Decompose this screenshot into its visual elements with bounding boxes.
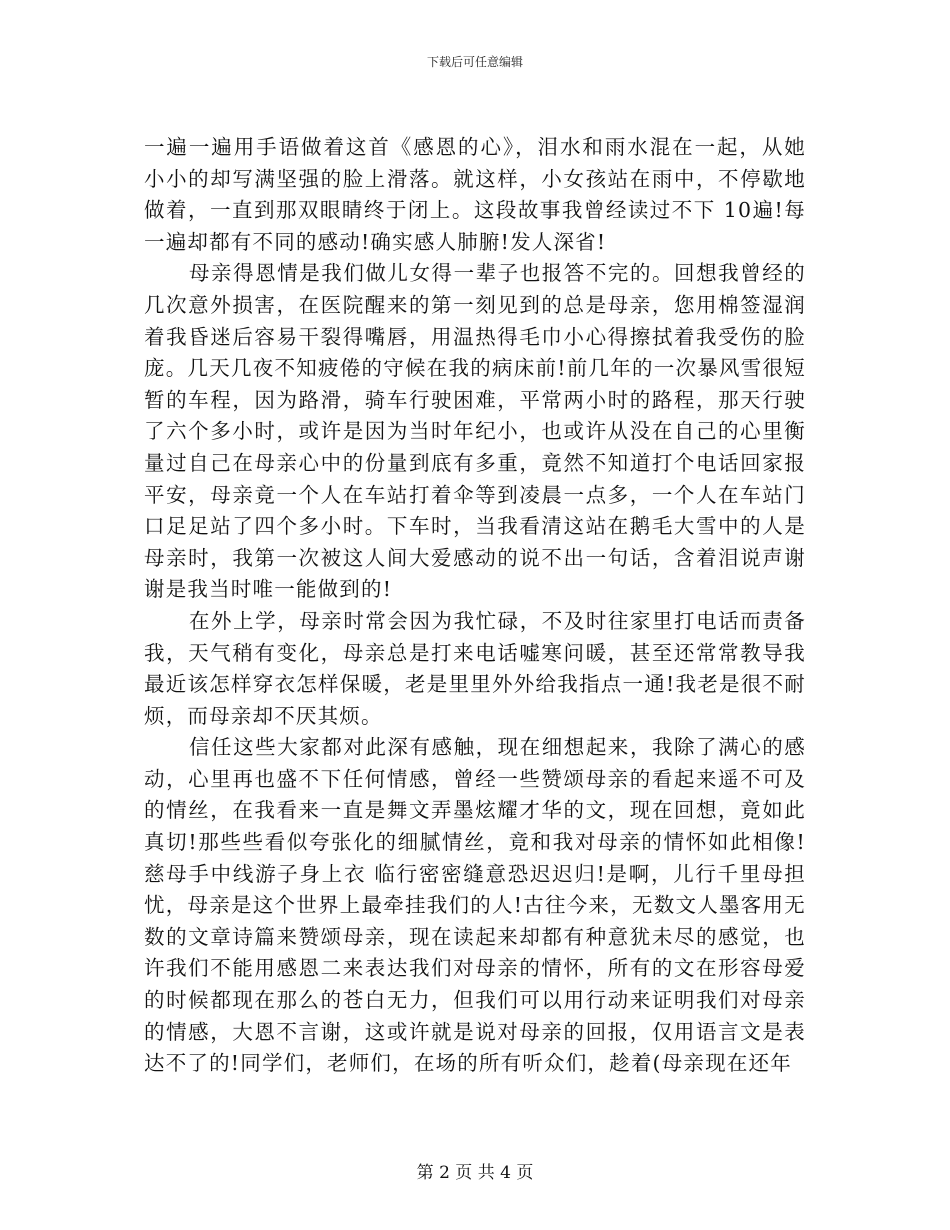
paragraph-4: 信任这些大家都对此深有感触，现在细想起来，我除了满心的感动，心里再也盛不下任何情感，曾经一些赞颂母亲的看起来遥不可及的情丝，在我看来一直是舞文弄墨炫耀才华的文，现在回想，竟如此真切!那些些看似夸张化的细腻情丝，竟和我对母亲的情怀如此相像!慈母手中线游子身上衣 临行密密缝意恐迟迟归!是啊，儿行千里母担忧，母亲是这个世界上最牵挂我们的人!古往今来，无数文人墨客用无数的文章诗篇来赞颂母亲，现在读起来却都有种意犹未尽的感觉，也许我们不能用感恩二来表达我们对母亲的情怀，所有的文在形容母爱的时候都现在那么的苍白无力，但我们可以用行动来证明我们对母亲的情感，大恩不言谢，这或许就是说对母亲的回报，仅用语言文是表达不了的!同学们，老师们，在场的所有听众们，趁着(母亲现在还年	[144, 735, 806, 1076]
paragraph-3: 在外上学，母亲时常会因为我忙碌，不及时往家里打电话而责备我，天气稍有变化，母亲总是打来电话嘘寒问暖，甚至还常常教导我最近该怎样穿衣怎样保暖，老是里里外外给我指点一通!我老是很不耐烦，而母亲却不厌其烦。	[144, 608, 806, 728]
page-number-footer: 第 2 页 共 4 页	[416, 1163, 534, 1183]
paragraph-2: 母亲得恩情是我们做儿女得一辈子也报答不完的。回想我曾经的几次意外损害，在医院醒来的第一刻见到的总是母亲，您用棉签湿润着我昏迷后容易干裂得嘴唇，用温热得毛巾小心得擦拭着我受伤的脸庞。几天几夜不知疲倦的守候在我的病床前!前几年的一次暴风雪很短暂的车程，因为路滑，骑车行驶困难，平常两小时的路程，那天行驶了六个多小时，或许是因为当时年纪小，也或许从没在自己的心里衡量过自己在母亲心中的份量到底有多重，竟然不知道打个电话回家报平安，母亲竟一个人在车站打着伞等到凌晨一点多，一个人在车站门口足足站了四个多小时。下车时，当我看清这站在鹅毛大雪中的人是母亲时，我第一次被这人间大爱感动的说不出一句话，含着泪说声谢谢是我当时唯一能做到的!	[144, 261, 806, 602]
document-body	[144, 132, 806, 1080]
paragraph-1: 一遍一遍用手语做着这首《感恩的心》，泪水和雨水混在一起，从她小小的却写满坚强的脸上滑落。就这样，小女孩站在雨中，不停歇地做着，一直到那双眼睛终于闭上。这段故事我曾经读过不下 10遍!每一遍却都有不同的感动!确实感人肺腑!发人深省!	[144, 135, 806, 254]
page-header: 下载后可任意编辑	[426, 55, 523, 69]
